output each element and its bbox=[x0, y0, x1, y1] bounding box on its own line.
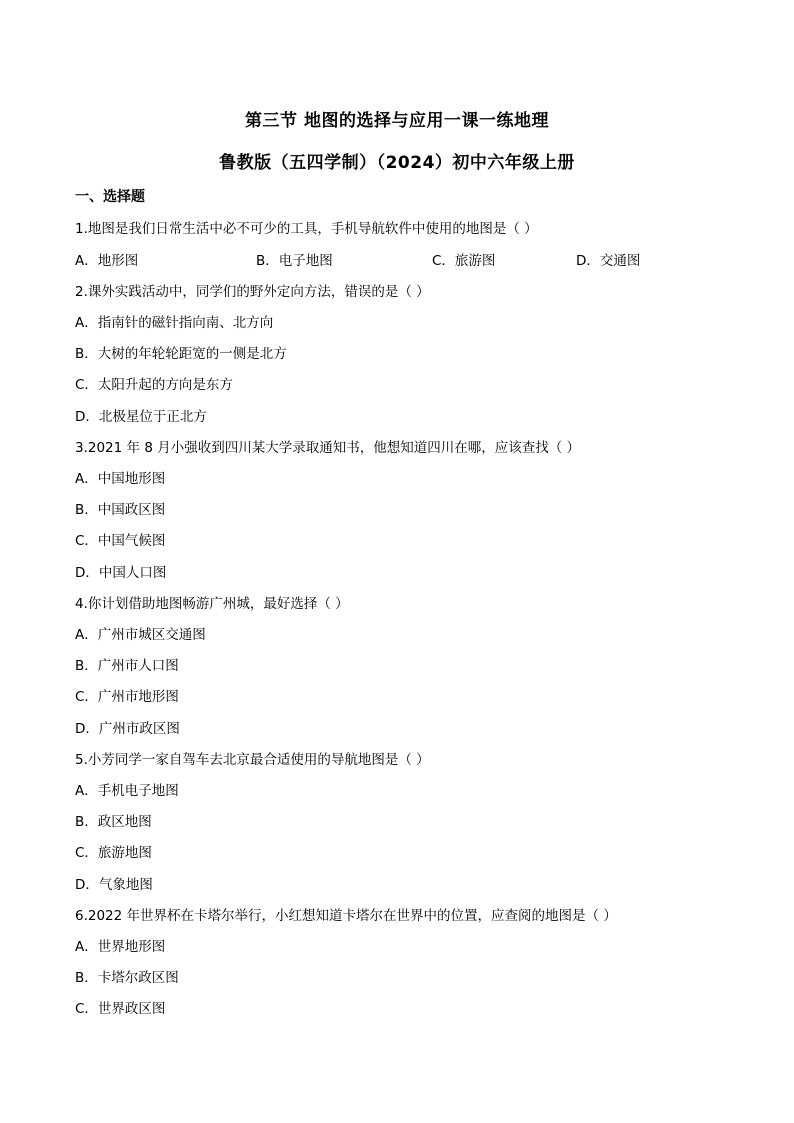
question-3-stem: 3.2021 年 8 月小强收到四川某大学录取通知书，他想知道四川在哪，应该查找（ ） bbox=[75, 440, 580, 456]
question-5-stem: 5.小芳同学一家自驾车去北京最合适使用的导航地图是（ ） bbox=[75, 752, 430, 768]
question-2-option-c: C．太阳升起的方向是东方 bbox=[75, 377, 233, 393]
question-2-stem: 2.课外实践活动中，同学们的野外定向方法，错误的是（ ） bbox=[75, 284, 430, 300]
question-1-option-d: D．交通图 bbox=[576, 253, 641, 269]
question-6-stem: 6.2022 年世界杯在卡塔尔举行，小红想知道卡塔尔在世界中的位置，应查阅的地图是（ ） bbox=[75, 908, 617, 924]
question-1-option-c: C．旅游图 bbox=[432, 253, 496, 269]
question-2-option-d: D．北极星位于正北方 bbox=[75, 409, 207, 425]
question-5-option-b: B．政区地图 bbox=[75, 814, 152, 830]
question-6-option-c: C．世界政区图 bbox=[75, 1001, 166, 1017]
question-4-option-d: D．广州市政区图 bbox=[75, 721, 180, 737]
question-2-option-a: A．指南针的磁针指向南、北方向 bbox=[75, 315, 274, 331]
question-6-option-a: A．世界地形图 bbox=[75, 939, 166, 955]
question-4-option-c: C．广州市地形图 bbox=[75, 689, 179, 705]
question-4-option-b: B．广州市人口图 bbox=[75, 658, 179, 674]
question-3-option-c: C．中国气候图 bbox=[75, 533, 166, 549]
question-6-option-b: B．卡塔尔政区图 bbox=[75, 970, 179, 986]
question-1-option-b: B．电子地图 bbox=[256, 253, 333, 269]
question-4-option-a: A．广州市城区交通图 bbox=[75, 627, 206, 643]
section-heading: 一、选择题 bbox=[75, 189, 145, 205]
question-3-option-b: B．中国政区图 bbox=[75, 502, 166, 518]
question-3-option-a: A．中国地形图 bbox=[75, 471, 166, 487]
question-1-stem: 1.地图是我们日常生活中必不可少的工具，手机导航软件中使用的地图是（ ） bbox=[75, 221, 538, 237]
document-title: 第三节 地图的选择与应用一课一练地理 bbox=[245, 111, 549, 131]
question-2-option-b: B．大树的年轮轮距宽的一侧是北方 bbox=[75, 346, 287, 362]
question-5-option-c: C．旅游地图 bbox=[75, 845, 152, 861]
document-subtitle: 鲁教版（五四学制）（2024）初中六年级上册 bbox=[219, 153, 575, 173]
question-4-stem: 4.你计划借助地图畅游广州城，最好选择（ ） bbox=[75, 596, 349, 612]
question-1-option-a: A．地形图 bbox=[75, 253, 139, 269]
question-5-option-a: A．手机电子地图 bbox=[75, 783, 179, 799]
question-3-option-d: D．中国人口图 bbox=[75, 565, 167, 581]
question-5-option-d: D．气象地图 bbox=[75, 877, 153, 893]
